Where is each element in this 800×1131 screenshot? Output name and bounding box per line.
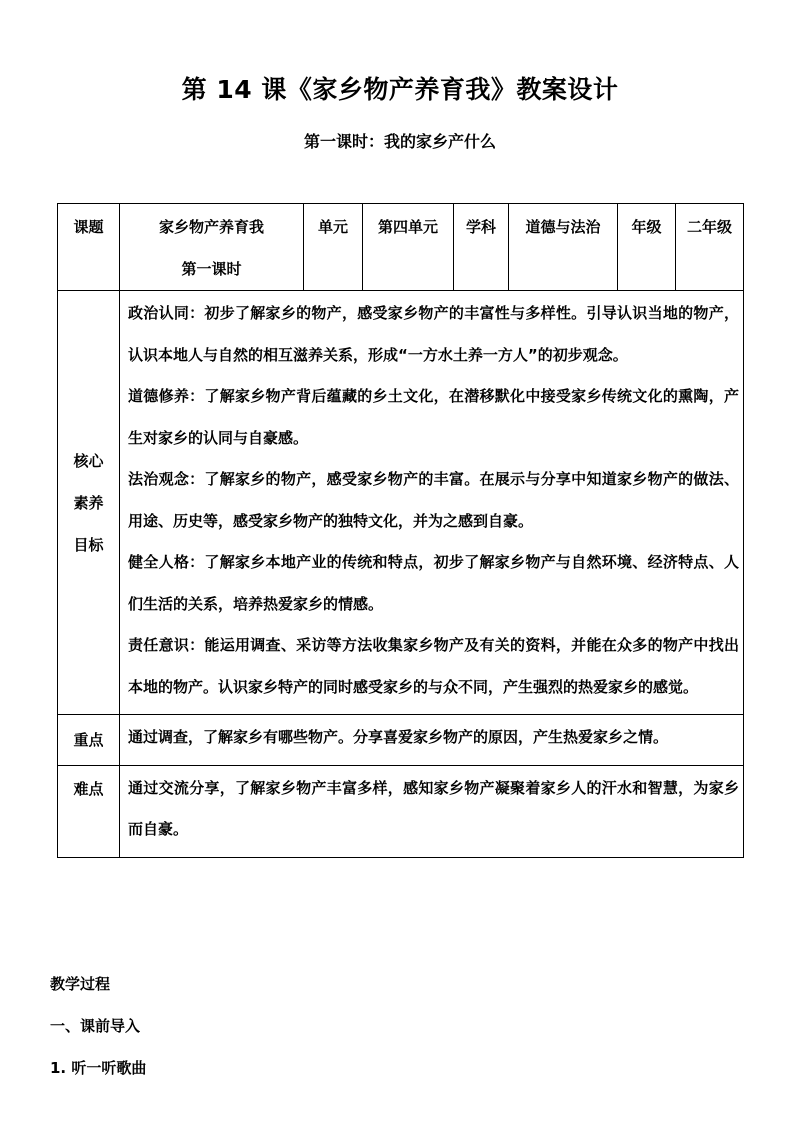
key-point-label: 重点 [73, 730, 104, 749]
process-item1: 1. 听一听歌曲 [50, 1059, 147, 1077]
grade-label-cell [618, 204, 676, 291]
goals-content-cell [120, 291, 744, 715]
goal-personality: 健全人格：了解家乡本地产业的传统和特点，初步了解家乡物产与自然环境、经济特点、人们生活的关系，培养热爱家乡的情感。 [128, 553, 739, 613]
key-point-label-cell [58, 715, 120, 766]
key-point-row [58, 715, 744, 766]
subject-label-cell [454, 204, 509, 291]
unit-label-cell [304, 204, 363, 291]
goals-label-line: 目标 [73, 535, 104, 554]
process-section1: 一、课前导入 [50, 1017, 141, 1035]
subject-label: 学科 [465, 218, 496, 236]
topic-value-line2: 第一课时 [181, 260, 242, 278]
page-subtitle: 第一课时：我的家乡产什么 [303, 132, 496, 151]
grade-value-cell [676, 204, 744, 291]
difficulty-label-cell [58, 765, 120, 857]
goals-label-line: 素养 [73, 493, 104, 512]
difficulty-row [58, 765, 744, 857]
topic-label: 课题 [73, 218, 104, 236]
unit-value-cell [363, 204, 454, 291]
goal-moral: 道德修养：了解家乡物产背后蕴藏的乡土文化，在潜移默化中接受家乡传统文化的熏陶，产生对家乡的认同与自豪感。 [128, 387, 739, 447]
difficulty-cell [120, 765, 744, 857]
grade-label: 年级 [631, 218, 662, 236]
page-title: 第 14 课《家乡物产养育我》教案设计 [181, 75, 619, 104]
topic-value-line1: 家乡物产养育我 [158, 218, 264, 236]
topic-label-cell [58, 204, 120, 291]
header-row [58, 204, 744, 291]
goals-label-line: 核心 [73, 451, 104, 470]
difficulty-text: 通过交流分享，了解家乡物产丰富多样，感知家乡物产凝聚着家乡人的汗水和智慧，为家乡而自豪。 [128, 778, 739, 838]
key-point-cell [120, 715, 744, 766]
goal-law: 法治观念：了解家乡的物产，感受家乡物产的丰富。在展示与分享中知道家乡物产的做法、用途、历史等，感受家乡物产的独特文化，并为之感到自豪。 [128, 470, 739, 530]
difficulty-label: 难点 [73, 779, 104, 798]
goals-row [58, 291, 744, 715]
unit-label: 单元 [317, 218, 348, 236]
subject-value-cell [509, 204, 618, 291]
topic-value-cell [120, 204, 304, 291]
goal-responsibility: 责任意识：能运用调查、采访等方法收集家乡物产及有关的资料，并能在众多的物产中找出本地的物产。认识家乡特产的同时感受家乡的与众不同，产生强烈的热爱家乡的感觉。 [128, 636, 739, 696]
process-heading: 教学过程 [50, 975, 111, 993]
unit-value: 第四单元 [377, 218, 438, 236]
subject-value: 道德与法治 [525, 218, 601, 236]
goals-label-cell [58, 291, 120, 715]
lesson-plan-table [57, 203, 744, 858]
grade-value: 二年级 [686, 218, 732, 236]
goal-political: 政治认同：初步了解家乡的物产，感受家乡物产的丰富性与多样性。引导认识当地的物产，认识本地人与自然的相互滋养关系，形成“一方水土养一方人”的初步观念。 [128, 304, 739, 364]
key-point-text: 通过调查，了解家乡有哪些物产。分享喜爱家乡物产的原因，产生热爱家乡之情。 [128, 728, 669, 746]
